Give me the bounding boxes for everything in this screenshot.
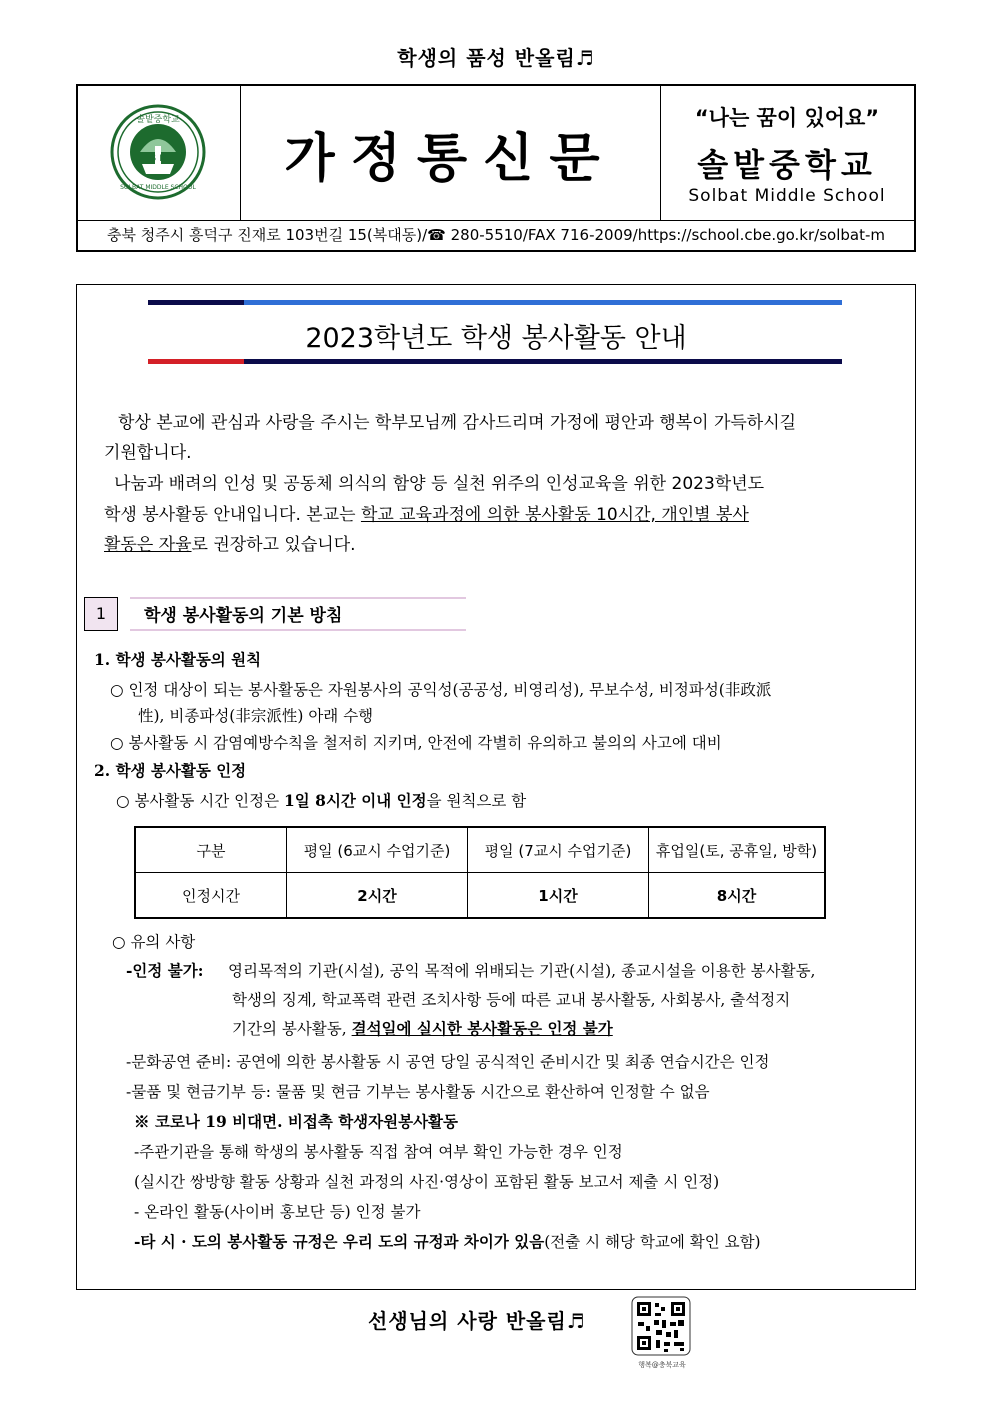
note-1-emphasis: 결석일에 실시한 봉사활동은 인정 불가 [351, 1019, 613, 1038]
table-header-cell: 평일 (7교시 수업기준) [468, 827, 649, 873]
title-rule-top-dark [148, 300, 244, 305]
note-1-label: -인정 불가: [126, 961, 204, 980]
covid-item-4 [134, 1230, 761, 1252]
masthead-row [78, 86, 914, 221]
table-cell: 2시간 [287, 873, 468, 919]
table-header-cell: 휴업일(토, 공휴일, 방학) [649, 827, 826, 873]
section-number: 1 [84, 597, 118, 631]
heading-recognition: 2. 학생 봉사활동 인정 [94, 761, 247, 780]
intro2-underline-2: 활동은 자율 [104, 535, 192, 555]
intro1-line2: 기원합니다. [104, 443, 192, 463]
intro2-line1: 나눔과 배려의 인성 및 공동체 의식의 함양 등 실천 위주의 인성교육을 위한 2023학년도 [114, 474, 765, 494]
section-1-header [84, 597, 468, 631]
logo-letters: S B [149, 154, 167, 164]
heading-principle: 1. 학생 봉사활동의 원칙 [94, 650, 262, 669]
recognition-item [116, 789, 526, 811]
table-cell: 1시간 [468, 873, 649, 919]
masthead [76, 84, 916, 252]
note-2: -문화공연 준비: 공연에 의한 봉사활동 시 공연 당일 공식적인 준비시간 및 최종 연습시간은 인정 [126, 1053, 770, 1071]
school-address: 충북 청주시 흥덕구 진재로 103번길 15(복대동)/☎ 280-5510/FAX 716-2009/https://school.cbe.go.kr/solbat-m [107, 226, 885, 244]
recognition-text-c: 을 원칙으로 함 [426, 792, 527, 810]
principle-item-1-line2: 性), 비종파성(非宗派性) 아래 수행 [138, 707, 374, 725]
table-row-label: 인정시간 [135, 873, 287, 919]
table-row [135, 873, 825, 919]
intro2-line2-text: 학생 봉사활동 안내입니다. 본교는 [104, 505, 361, 525]
covid-title: ※ 코로나 19 비대면. 비접촉 학생자원봉사활동 [134, 1112, 458, 1131]
qr-code-icon [630, 1296, 694, 1356]
covid-item-1: -주관기관을 통해 학생의 봉사활동 직접 참여 여부 확인 가능한 경우 인정 [134, 1143, 623, 1161]
school-name: 솔밭중학교 [697, 146, 877, 184]
title-rule-bottom-red [148, 359, 244, 364]
note-1-line1: 영리목적의 기관(시설), 공익 목적에 위배되는 기관(시설), 종교시설을 이용한 봉사활동, [228, 962, 816, 980]
note-1-line3 [232, 1017, 613, 1039]
school-logo-icon [78, 86, 240, 220]
intro2-line3 [104, 530, 356, 561]
school-cell [660, 86, 914, 220]
intro1-line1: 항상 본교에 관심과 사랑을 주시는 학부모님께 감사드리며 가정에 평안과 행복이 가득하시길 [118, 413, 797, 433]
table-cell: 8시간 [649, 873, 826, 919]
recognition-table [134, 826, 826, 919]
table-header-row [135, 827, 825, 873]
principle-item-1-line1: ○ 인정 대상이 되는 봉사활동은 자원봉사의 공익성(공공성, 비영리성), 무보수성, 비정파성(非政派 [110, 681, 772, 699]
covid-item-4-text: (전출 시 해당 학교에 확인 요함) [544, 1233, 761, 1251]
intro2-line3-text: 로 권장하고 있습니다. [191, 535, 356, 555]
logo-cell [78, 86, 241, 220]
section-label: 학생 봉사활동의 기본 방침 [130, 597, 466, 631]
note-3: -물품 및 현금기부 등: 물품 및 현금 기부는 봉사활동 시간으로 환산하여 인정할 수 없음 [126, 1083, 710, 1101]
title-rule-top-blue [244, 300, 842, 305]
recognition-text-bold: 1일 8시간 이내 인정 [284, 791, 427, 810]
principle-item-2: ○ 봉사활동 시 감염예방수칙을 철저히 지키며, 안전에 각별히 유의하고 불의의 사고에 대비 [110, 734, 722, 752]
qr-caption: 행복@충북교육 [638, 1361, 686, 1369]
title-cell [240, 86, 661, 220]
note-1-line3-text: 기간의 봉사활동, [232, 1020, 352, 1038]
bottom-slogan: 선생님의 사랑 반올림♬ [368, 1309, 586, 1333]
logo-text-bottom: SOLBAT MIDDLE SCHOOL [120, 184, 196, 191]
qr-code[interactable] [630, 1296, 694, 1368]
logo-text-top: 솔밭중학교 [136, 115, 180, 125]
intro2-underline-1: 학교 교육과정에 의한 봉사활동 10시간, 개인별 봉사 [360, 505, 749, 525]
notice-title: 2023학년도 학생 봉사활동 안내 [305, 323, 687, 354]
covid-item-4-bold: -타 시 · 도의 봉사활동 규정은 우리 도의 규정과 차이가 있음 [134, 1232, 545, 1251]
top-slogan: 학생의 품성 반올림♬ [397, 46, 595, 70]
covid-item-2: (실시간 쌍방향 활동 상황과 실천 과정의 사진·영상이 포함된 활동 보고서 제출 시 인정) [134, 1173, 720, 1191]
recognition-text-a: ○ 봉사활동 시간 인정은 [116, 792, 284, 810]
table-header-cell: 구분 [135, 827, 287, 873]
newsletter-title: 가정통신문 [284, 127, 616, 189]
intro2-line2 [104, 500, 749, 531]
school-name-en: Solbat Middle School [688, 186, 886, 206]
covid-item-3: - 온라인 활동(사이버 홍보단 등) 인정 불가 [134, 1203, 421, 1221]
notes-title: ○ 유의 사항 [112, 933, 196, 951]
table-header-cell: 평일 (6교시 수업기준) [287, 827, 468, 873]
school-motto: “나는 꿈이 있어요” [694, 106, 880, 130]
note-1-line2: 학생의 징계, 학교폭력 관련 조치사항 등에 따른 교내 봉사활동, 사회봉사, 출석정지 [232, 991, 791, 1009]
title-rule-bottom-dark [244, 359, 842, 364]
